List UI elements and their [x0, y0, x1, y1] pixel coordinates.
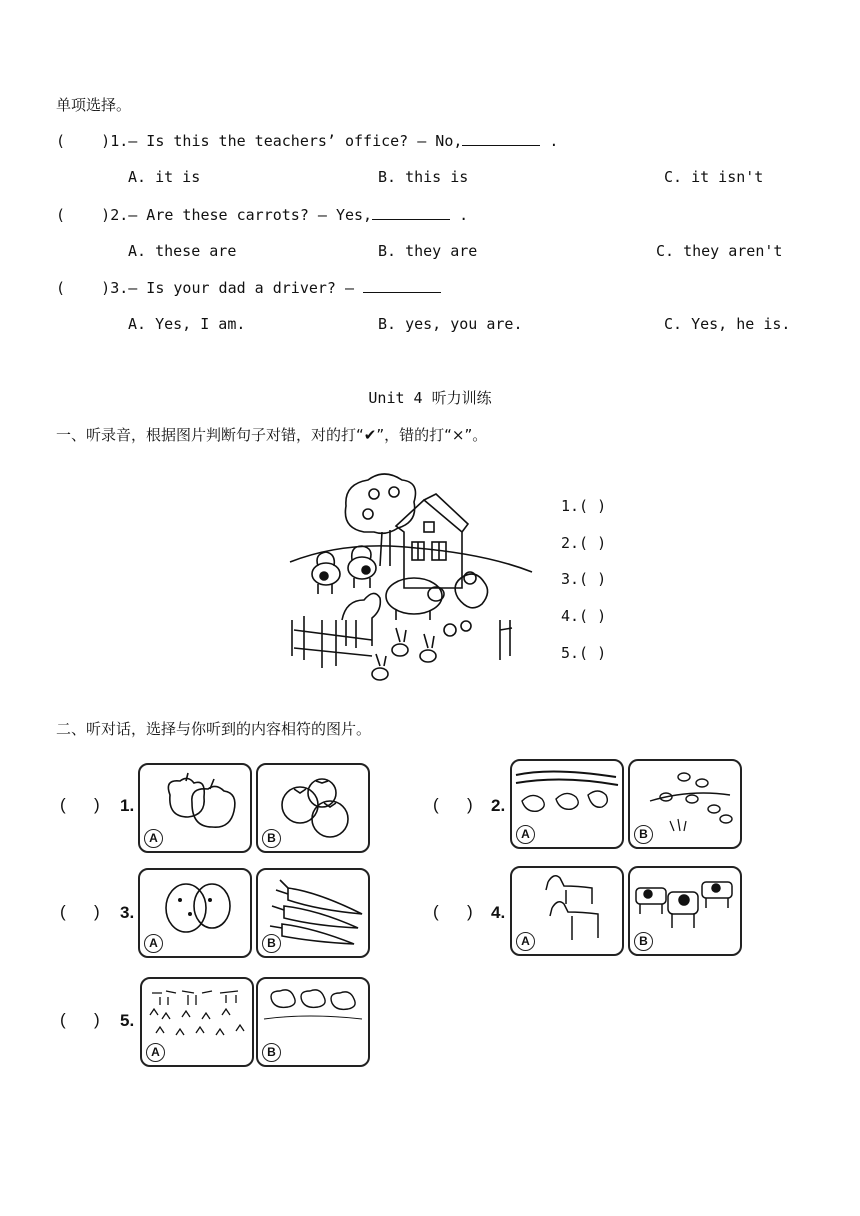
judge-item-4[interactable]: 4.( ): [561, 607, 607, 625]
judge-item-2[interactable]: 2.( ): [561, 534, 607, 552]
option-5b[interactable]: [256, 977, 370, 1067]
answer-paren-3[interactable]: ( ): [60, 902, 100, 921]
option-1a[interactable]: [138, 763, 252, 853]
item-number-4: 4.: [491, 903, 506, 922]
question-2: [56, 205, 468, 224]
option-label-a: A: [516, 825, 535, 844]
option-b[interactable]: B. this is: [378, 168, 469, 186]
option-4b[interactable]: [628, 866, 742, 956]
answer-paren-4[interactable]: ( ): [433, 902, 473, 921]
item-number-1: 1.: [120, 796, 135, 815]
option-b[interactable]: B. yes, you are.: [378, 315, 523, 333]
question-stem: — Are these carrots? — Yes,: [128, 206, 373, 224]
option-label-b: B: [634, 825, 653, 844]
farm-scene-image: [286, 470, 536, 692]
question-number: 2.: [110, 206, 129, 224]
option-5a[interactable]: [140, 977, 254, 1067]
part1-instruction: 一、听录音，根据图片判断句子对错，对的打“✔”，错的打“×”。: [56, 426, 488, 444]
question-end: .: [459, 206, 469, 224]
option-c[interactable]: C. it isn't: [664, 168, 764, 186]
option-a[interactable]: A. Yes, I am.: [128, 315, 246, 333]
judge-item-3[interactable]: 3.( ): [561, 570, 607, 588]
question-number: 3.: [110, 279, 129, 297]
option-label-b: B: [634, 932, 653, 951]
question-number: 1.: [110, 132, 129, 150]
question-stem: — Is your dad a driver? —: [128, 279, 355, 297]
question-stem: — Is this the teachers’ office? — No,: [128, 132, 463, 150]
answer-blank[interactable]: [462, 131, 540, 146]
item-number-3: 3.: [120, 903, 135, 922]
item-number-2: 2.: [491, 796, 506, 815]
option-label-b: B: [262, 1043, 281, 1062]
option-2a[interactable]: [510, 759, 624, 849]
answer-paren[interactable]: ( ): [56, 279, 111, 297]
answer-paren[interactable]: ( ): [56, 206, 111, 224]
option-a[interactable]: A. it is: [128, 168, 201, 186]
option-c[interactable]: C. they aren't: [656, 242, 783, 260]
option-3b[interactable]: [256, 868, 370, 958]
question-end: .: [549, 132, 559, 150]
option-4a[interactable]: [510, 866, 624, 956]
item-number-5: 5.: [120, 1011, 135, 1030]
answer-paren-2[interactable]: ( ): [433, 795, 473, 814]
option-a[interactable]: A. these are: [128, 242, 237, 260]
part2-instruction: 二、听对话，选择与你听到的内容相符的图片。: [56, 720, 372, 738]
option-label-a: A: [146, 1043, 165, 1062]
option-1b[interactable]: [256, 763, 370, 853]
answer-blank[interactable]: [372, 205, 450, 220]
section-title-choice: 单项选择。: [56, 96, 132, 114]
answer-blank[interactable]: [363, 278, 441, 293]
option-b[interactable]: B. they are: [378, 242, 478, 260]
answer-paren[interactable]: ( ): [56, 132, 111, 150]
judge-item-5[interactable]: 5.( ): [561, 644, 607, 662]
answer-paren-5[interactable]: ( ): [60, 1010, 100, 1029]
option-label-a: A: [516, 932, 535, 951]
option-3a[interactable]: [138, 868, 252, 958]
option-label-a: A: [144, 934, 163, 953]
option-c[interactable]: C. Yes, he is.: [664, 315, 791, 333]
option-2b[interactable]: [628, 759, 742, 849]
unit-title: Unit 4 听力训练: [368, 389, 492, 407]
question-1: [56, 131, 558, 150]
question-3: [56, 278, 441, 297]
option-label-b: B: [262, 934, 281, 953]
answer-paren-1[interactable]: ( ): [60, 795, 100, 814]
option-label-b: B: [262, 829, 281, 848]
judge-item-1[interactable]: 1.( ): [561, 497, 607, 515]
option-label-a: A: [144, 829, 163, 848]
